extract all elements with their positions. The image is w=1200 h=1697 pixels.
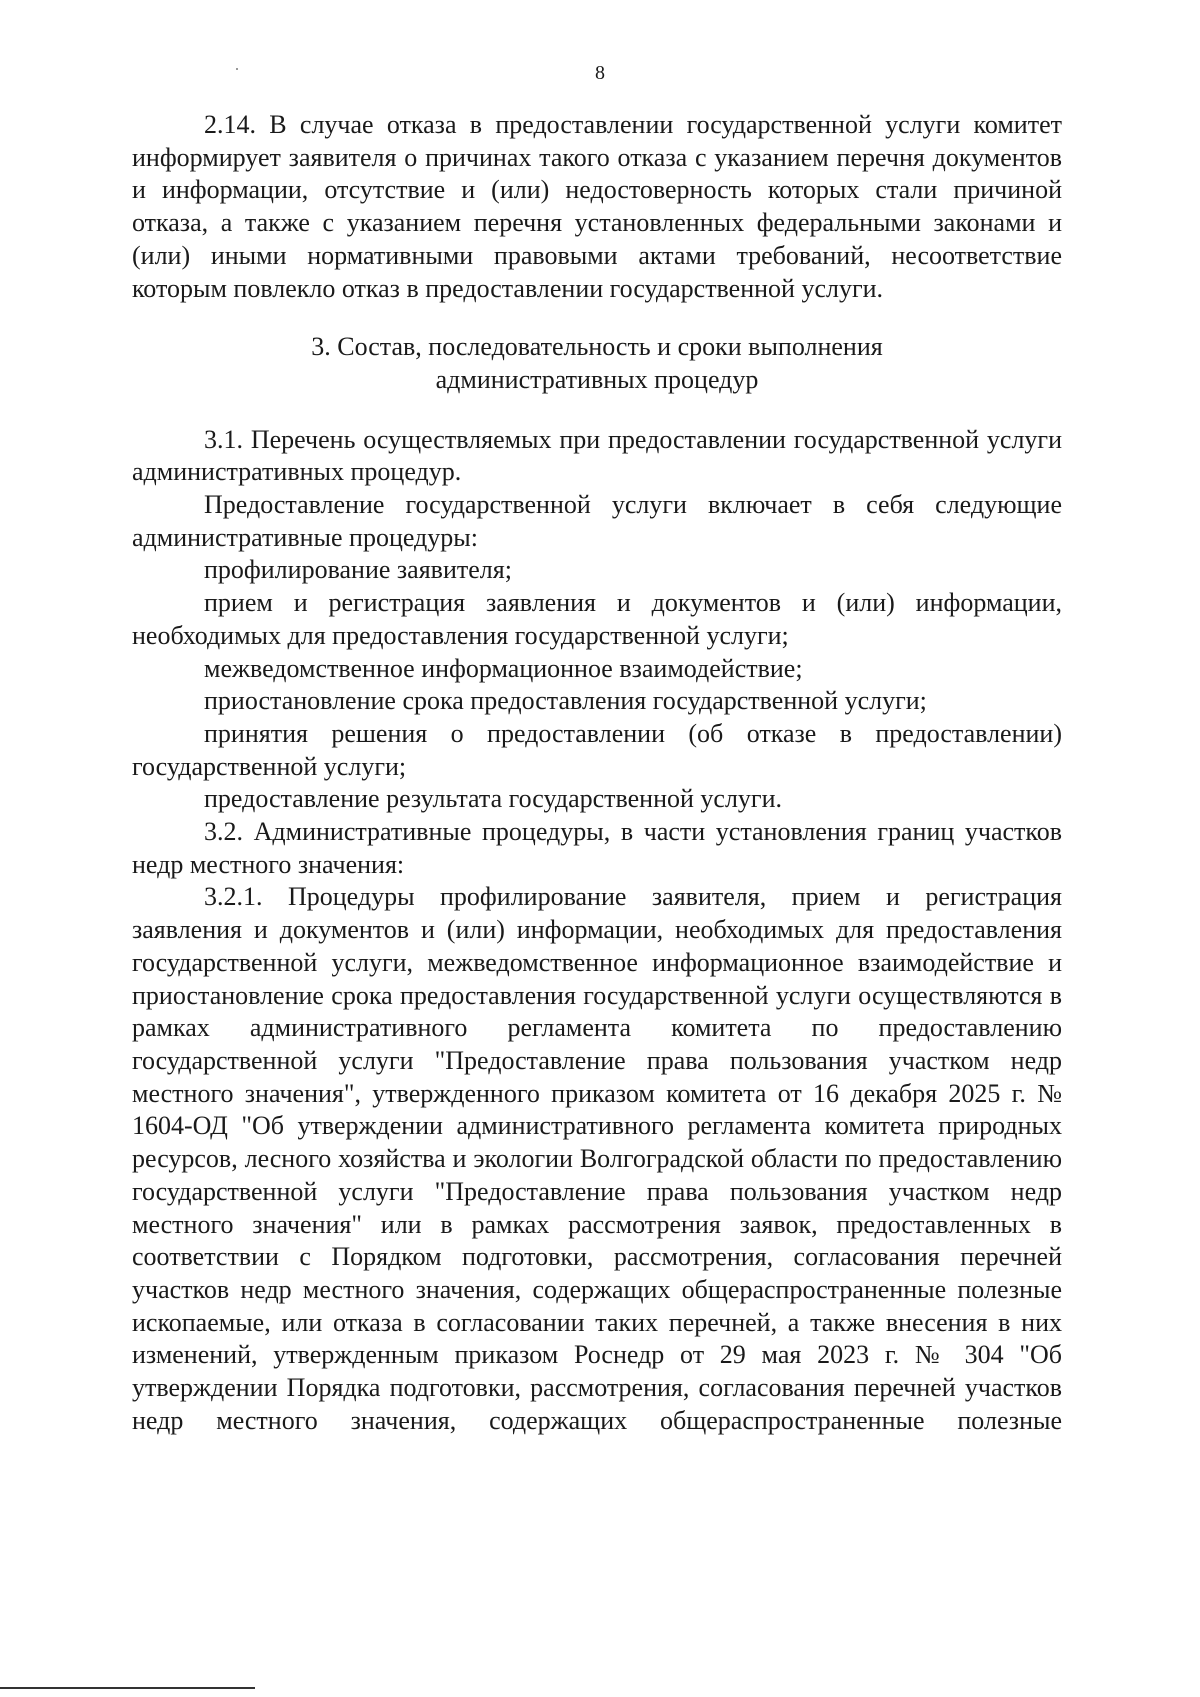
paragraph-3-2: 3.2. Административные процедуры, в части установления границ участков недр местного значения:	[132, 817, 1062, 879]
section-heading-line-2: административных процедур	[435, 364, 759, 394]
scan-edge-line	[0, 1687, 255, 1689]
paragraph-2-14: 2.14. В случае отказа в предоставлении государственной услуги комитет информирует заявителя о причинах такого отказа с указанием перечня документов и информации, отсутствие и (или) недостоверность которых стали причиной отказа, а также с указанием перечня установленных федеральными законами и (или) иными нормативными правовыми актами требований, несоответствие которым повлекло отказ в предоставлении государственной услуги.	[132, 110, 1062, 303]
list-item-interagency: межведомственное информационное взаимодействие;	[204, 653, 803, 683]
document-body	[132, 109, 1062, 1437]
section-heading	[132, 331, 1062, 396]
scan-speck	[236, 68, 238, 70]
section-heading-line-1: 3. Состав, последовательность и сроки выполнения	[311, 332, 883, 362]
paragraph-3-1: 3.1. Перечень осуществляемых при предоставлении государственной услуги административных процедур.	[132, 424, 1062, 487]
paragraph-3-2-1: 3.2.1. Процедуры профилирование заявителя, прием и регистрация заявления и документов и (или) информации, необходимых для предоставления государственной услуги, межведомственное информационное взаимодействие и приостановление срока предоставления государственной услуги осуществляются в рамках административного регламента комитета по предоставлению государственной услуги "Предоставление права пользования участком недр местного значения", утвержденного приказом комитета от 16 декабря 2025 г. № 1604-ОД "Об утверждении административного регламента комитета природных ресурсов, лесного хозяйства и экологии Волгоградской области по предоставлению государственной услуги "Предоставление права пользования участком недр местного значения" или в рамках рассмотрения заявок, предоставленных в соответствии с Порядком подготовки, рассмотрения, согласования перечней участков недр местного значения, содержащих общераспространенные полезные ископаемые, или отказа в согласовании таких перечней, а также внесения в них изменений, утвержденным приказом Роснедр от 29 мая 2023 г. № 304 "Об утверждении Порядка подготовки, рассмотрения, согласования перечней участков недр местного значения, содержащих общераспространенные полезные	[132, 882, 1062, 1435]
list-item-decision: принятия решения о предоставлении (об отказе в предоставлении) государственной услуги;	[132, 718, 1062, 781]
list-item-reception: прием и регистрация заявления и документов и (или) информации, необходимых для предоставления государственной услуги;	[132, 588, 1062, 650]
list-item-profiling: профилирование заявителя;	[204, 555, 512, 585]
page-number: 8	[595, 62, 605, 84]
paragraph-procedures-intro: Предоставление государственной услуги включает в себя следующие административные процедуры:	[132, 490, 1062, 552]
list-item-result: предоставление результата государственной услуги.	[204, 784, 783, 814]
list-item-suspension: приостановление срока предоставления государственной услуги;	[204, 686, 927, 716]
